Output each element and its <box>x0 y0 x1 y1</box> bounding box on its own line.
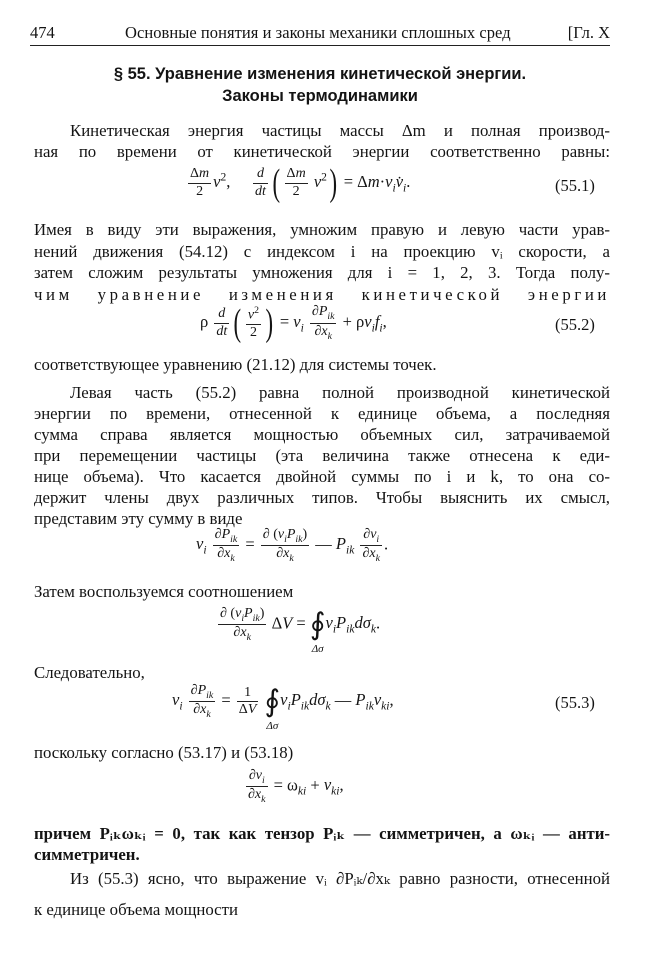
equation-sum-split: $v_i$ $\frac{\partial P_{ik}}{\partial x_k}$ = $\frac{\partial (v_iP_{ik})}{\partial x_k}$ — $P_{ik}$ $\frac{\partial v_i}{\partial x_k}$ . <box>196 527 389 564</box>
paragraph-line: причем Pᵢₖωₖᵢ = 0, так как тензор Pᵢₖ — симметричен, а ωₖᵢ — анти- <box>34 824 610 843</box>
paragraph-line: при перемещении частицы (эта величина также отнесена к еди- <box>34 446 610 465</box>
paragraph-line: Левая часть (55.2) равна полной производной кинетической <box>70 383 610 402</box>
equation-55-1: $\frac{\Delta m}{2}$ $v^2$, $\frac{d}{dt}$ ( $\frac{\Delta m}{2}$ $v^2$) = $\Delta m\cdot v_iv̇_i$. <box>190 162 411 204</box>
paragraph-line: Из (55.3) ясно, что выражение vᵢ ∂Pᵢₖ/∂xₖ равно разности, отнесенной <box>70 869 610 888</box>
paragraph-line: Затем воспользуемся соотношением <box>34 582 294 601</box>
paragraph-line: энергии по времени, отнесенной к единице объема, а последняя <box>34 404 610 423</box>
paragraph-line: чим уравнение изменения кинетической энергии <box>34 285 610 304</box>
paragraph-line: поскольку согласно (53.17) и (53.18) <box>34 743 294 762</box>
paragraph-line: представим эту сумму в виде <box>34 509 243 528</box>
chapter-label: [Гл. X <box>567 23 610 42</box>
paragraph-line: Следовательно, <box>34 663 145 682</box>
equation-number: (55.3) <box>555 693 595 712</box>
paragraph-line: нице объема). Что касается двойной суммы по i и k, то она со- <box>34 467 610 486</box>
equation-55-2: ρ $\frac{d}{dt}$ ( $\frac{v^2}{2}$ ) = $v_i$ $\frac{\partial P_{ik}}{\partial x_k}$ + $\rho v_if_i$, <box>200 302 387 344</box>
paragraph-line: Кинетическая энергия частицы массы Δm и полная производ- <box>70 121 610 140</box>
paragraph-line: соответствующее уравнению (21.12) для системы точек. <box>34 355 437 374</box>
paragraph-line: затем сложим результаты умножения для i = 1, 2, 3. Тогда полу- <box>34 263 610 282</box>
equation-number: (55.1) <box>555 176 595 195</box>
paragraph-line: держит члены двух различных типов. Чтобы выяснить их смысл, <box>34 488 610 507</box>
page-number: 474 <box>30 23 55 42</box>
paragraph-line: сумма справа является мощностью объемных сил, затрачиваемой <box>34 425 610 444</box>
paragraph-line: нений движения (54.12) с индексом i на проекцию vᵢ скорости, а <box>34 242 610 261</box>
paragraph-line: ная по времени от кинетической энергии соответственно равны: <box>34 142 610 161</box>
equation-55-3: $v_i$ $\frac{\partial P_{ik}}{\partial x_k}$ = $\frac{1}{\Delta V}$ ∮ Δσ $v_iP_{ik}d\sigma_k$ — $P_{ik}v_{ki}$, <box>172 683 394 732</box>
section-title-line-2: Законы термодинамики <box>222 87 418 105</box>
equation-integral-relation: $\frac{\partial (v_iP_{ik})}{\partial x_k}$ ΔV = ∮ Δσ $v_iP_{ik}d\sigma_k$. <box>220 606 381 655</box>
running-header <box>30 21 610 46</box>
paragraph-line: симметричен. <box>34 845 140 864</box>
running-title: Основные понятия и законы механики сплошных сред <box>125 23 511 42</box>
paragraph-line: к единице объема мощности <box>34 900 238 919</box>
equation-velocity-gradient: $\frac{\partial v_i}{\partial x_k}$ = $\omega_{ki} + v_{ki}$, <box>248 768 344 805</box>
equation-number: (55.2) <box>555 315 595 334</box>
paragraph-line: Имея в виду эти выражения, умножим правую и левую части урав- <box>34 220 610 239</box>
section-title-line-1: § 55. Уравнение изменения кинетической энергии. <box>113 65 527 83</box>
